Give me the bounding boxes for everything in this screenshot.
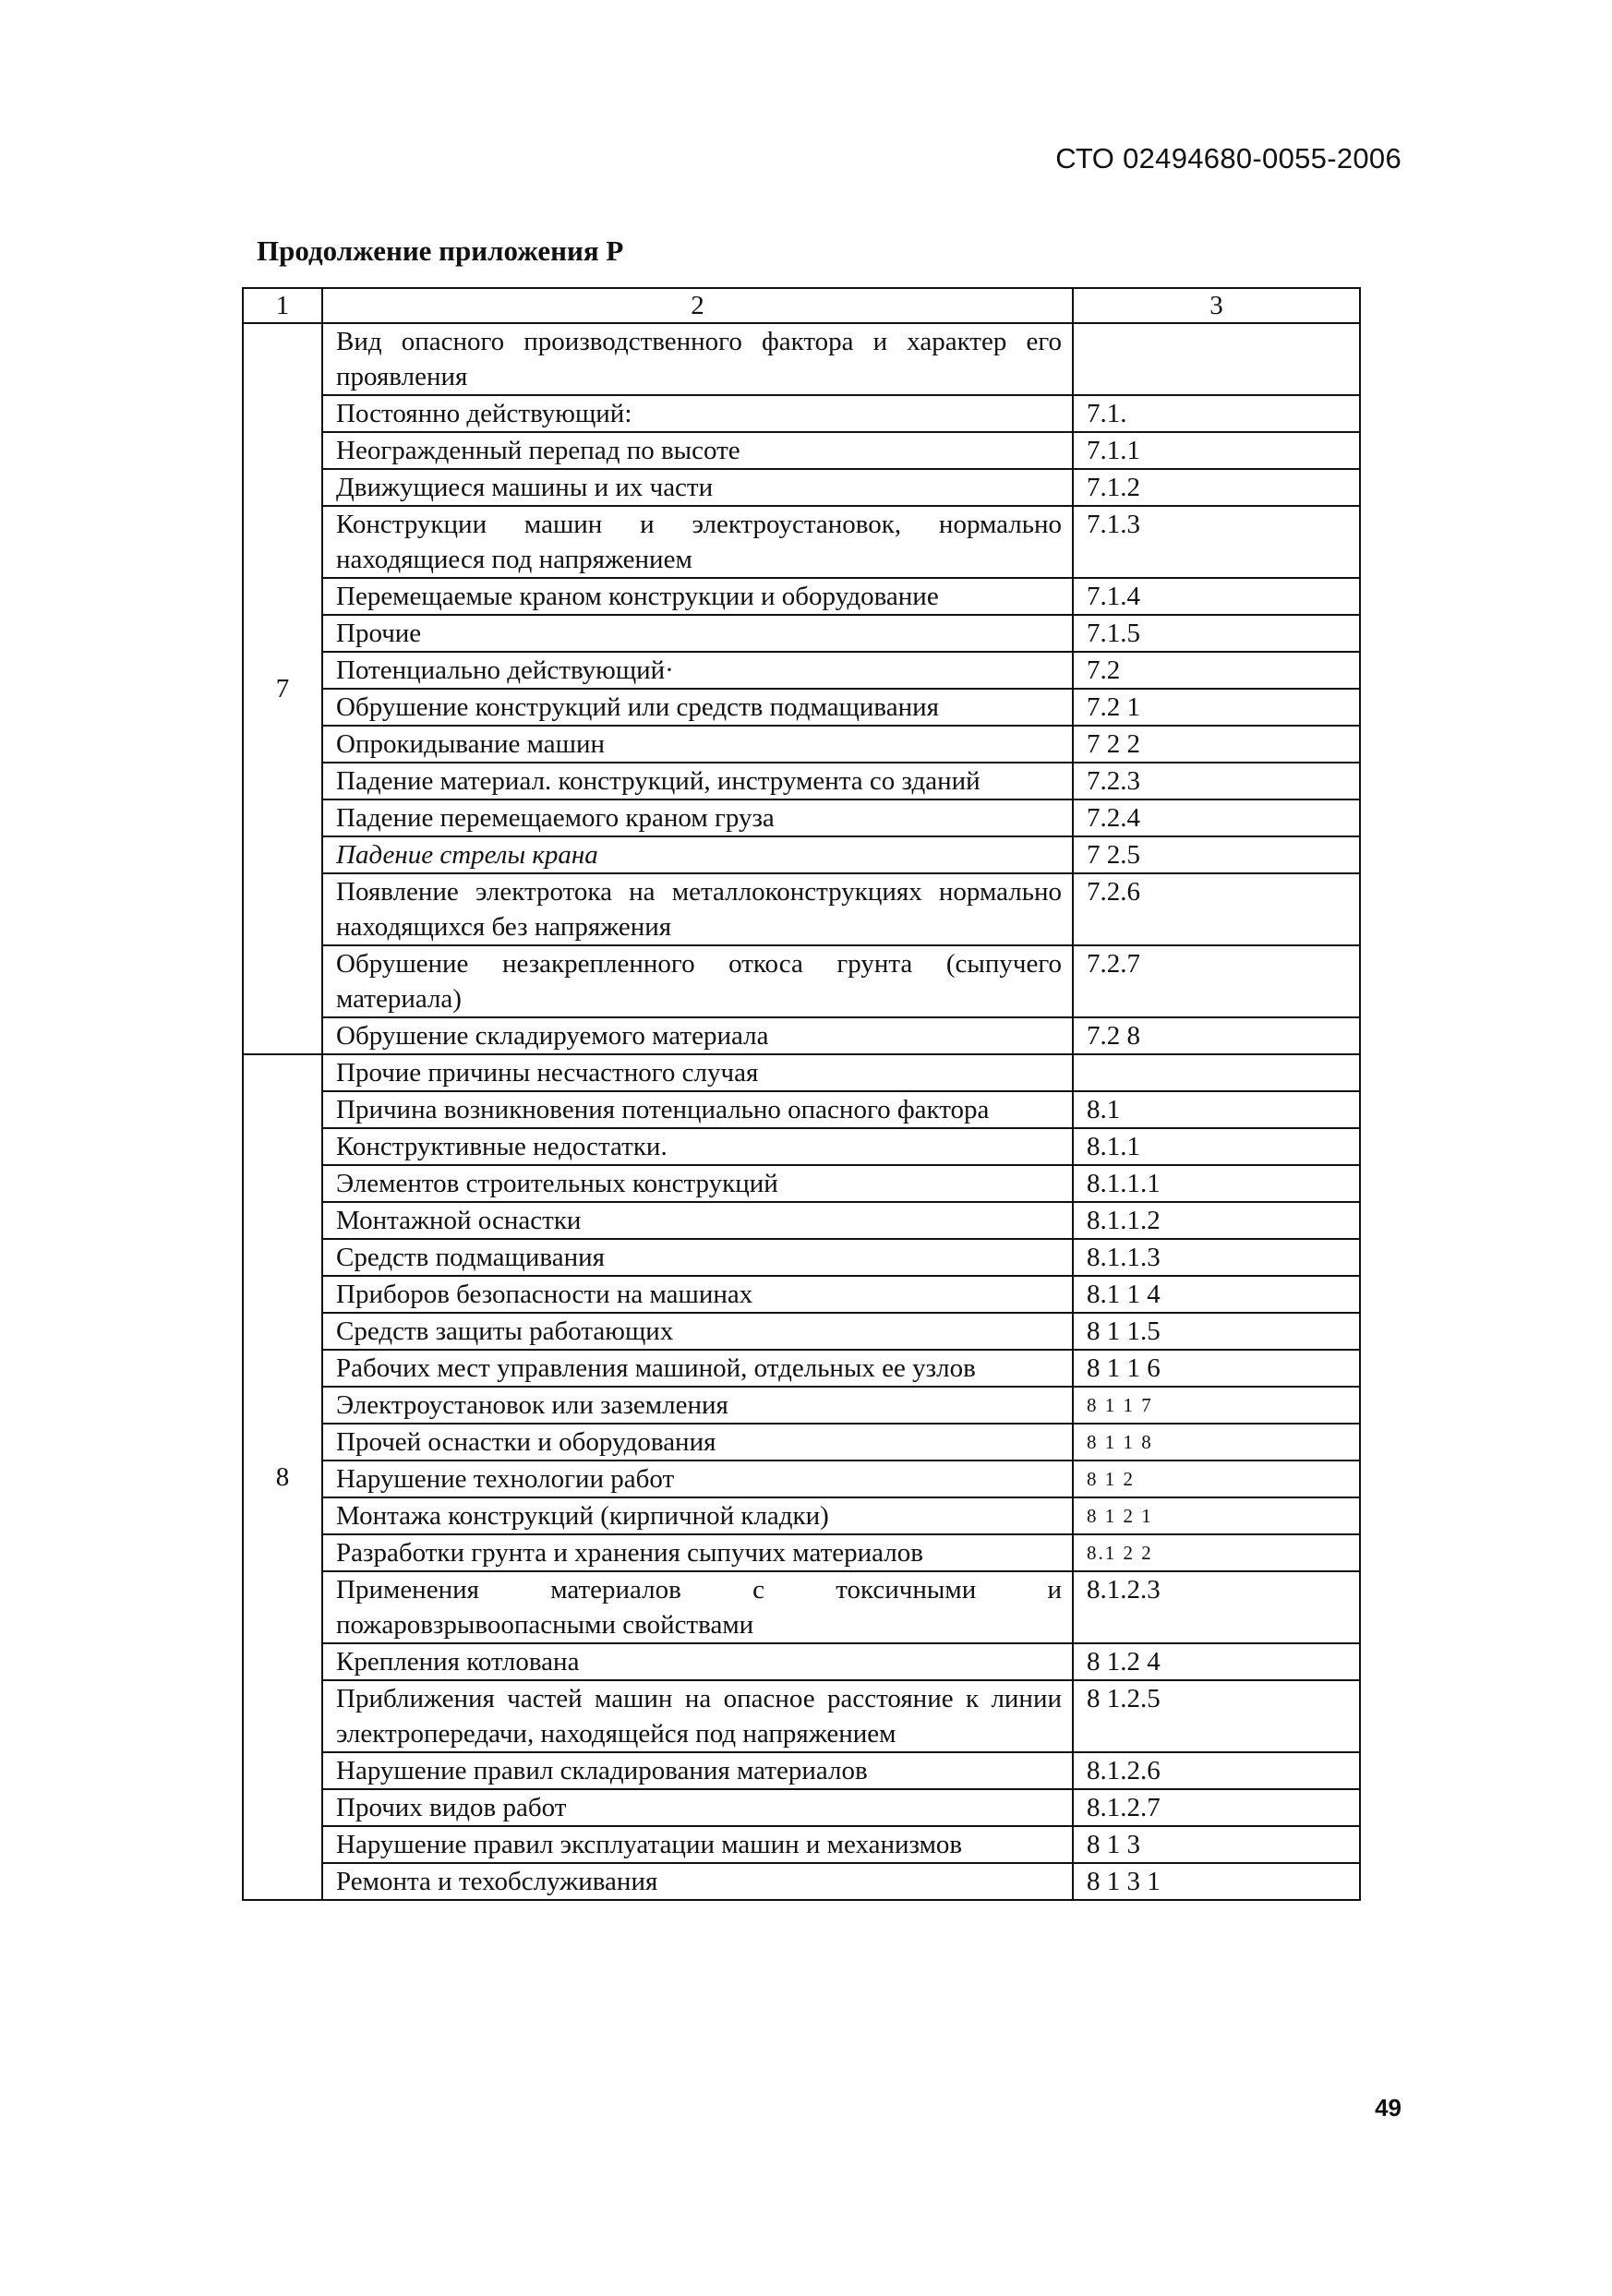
factor-code: 7.1. [1073, 395, 1360, 432]
table-row [243, 1680, 1360, 1752]
factor-code: 8 1.2 4 [1073, 1643, 1360, 1680]
factor-description: Электроустановок или заземления [322, 1387, 1073, 1424]
table-row [243, 689, 1360, 726]
document-code: СТО 02494680-0055-2006 [1055, 142, 1401, 174]
table-row [243, 1091, 1360, 1128]
factor-code: 7.2 1 [1073, 689, 1360, 726]
table-row [243, 1424, 1360, 1461]
factor-code: 8.1.1 [1073, 1128, 1360, 1165]
factor-description: Потенциально действующий· [322, 652, 1073, 689]
factor-code: 7.1.5 [1073, 615, 1360, 652]
factor-code: 8 1 1 6 [1073, 1350, 1360, 1387]
factor-description: Появление электротока на металлоконструкциях нормально находящихся без напряжения [322, 873, 1073, 945]
table-row [243, 1571, 1360, 1643]
table-row [243, 1752, 1360, 1789]
table-row [243, 1313, 1360, 1350]
factor-code: 7.1.2 [1073, 469, 1360, 506]
factor-code: 8 1 1 7 [1073, 1387, 1360, 1424]
factor-description: Неогражденный перепад по высоте [322, 432, 1073, 469]
factor-code: 8.1 [1073, 1091, 1360, 1128]
factor-code [1073, 1054, 1360, 1091]
factor-description: Монтажной оснастки [322, 1202, 1073, 1239]
appendix-table [242, 287, 1361, 1901]
table-row [243, 395, 1360, 432]
factor-description: Обрушение складируемого материала [322, 1017, 1073, 1054]
factor-description: Средств защиты работающих [322, 1313, 1073, 1350]
table-row [243, 1165, 1360, 1202]
factor-description: Разработки грунта и хранения сыпучих материалов [322, 1534, 1073, 1571]
page-number: 49 [1375, 2094, 1401, 2122]
factor-code: 8 1 2 1 [1073, 1497, 1360, 1534]
table-row [243, 615, 1360, 652]
factor-code: 8 1 3 [1073, 1826, 1360, 1863]
factor-description: Конструкции машин и электроустановок, нормально находящиеся под напряжением [322, 506, 1073, 578]
table-row [243, 836, 1360, 873]
factor-code: 8.1.1.2 [1073, 1202, 1360, 1239]
factor-code: 8 1 1.5 [1073, 1313, 1360, 1350]
factor-description: Обрушение незакрепленного откоса грунта (сыпучего материала) [322, 945, 1073, 1017]
table-row [243, 1017, 1360, 1054]
factor-code: 8.1 1 4 [1073, 1276, 1360, 1313]
group-number: 8 [243, 1054, 322, 1900]
factor-description: Прочие причины несчастного случая [322, 1054, 1073, 1091]
factor-description: Движущиеся машины и их части [322, 469, 1073, 506]
factor-code: 7.1.1 [1073, 432, 1360, 469]
factor-code: 7.1.4 [1073, 578, 1360, 615]
table-row [243, 799, 1360, 836]
factor-code: 7.2.7 [1073, 945, 1360, 1017]
factor-description: Перемещаемые краном конструкции и оборудование [322, 578, 1073, 615]
column-header: 3 [1073, 288, 1360, 323]
factor-code: 8.1.1.3 [1073, 1239, 1360, 1276]
factor-description: Монтажа конструкций (кирпичной кладки) [322, 1497, 1073, 1534]
table-row [243, 945, 1360, 1017]
factor-description: Приближения частей машин на опасное расстояние к линии электропередачи, находящейся под напряжением [322, 1680, 1073, 1752]
factor-description: Ремонта и техобслуживания [322, 1863, 1073, 1900]
factor-code: 7.2.6 [1073, 873, 1360, 945]
table-header-row [243, 288, 1360, 323]
factor-description: Вид опасного производственного фактора и характер его проявления [322, 323, 1073, 395]
factor-description: Падение перемещаемого краном груза [322, 799, 1073, 836]
table-row [243, 1128, 1360, 1165]
factor-code: 7.1.3 [1073, 506, 1360, 578]
factor-code: 8.1.2.6 [1073, 1752, 1360, 1789]
table-row [243, 1054, 1360, 1091]
column-header: 1 [243, 288, 322, 323]
factor-description: Крепления котлована [322, 1643, 1073, 1680]
table-row [243, 469, 1360, 506]
table-row [243, 1350, 1360, 1387]
factor-description: Нарушение правил эксплуатации машин и механизмов [322, 1826, 1073, 1863]
factor-code: 7.2.3 [1073, 763, 1360, 799]
factor-description: Падение материал. конструкций, инструмента со зданий [322, 763, 1073, 799]
table-row [243, 652, 1360, 689]
table-row [243, 578, 1360, 615]
factor-description: Падение стрелы крана [322, 836, 1073, 873]
factor-description: Опрокидывание машин [322, 726, 1073, 763]
factor-code: 7.2 8 [1073, 1017, 1360, 1054]
factor-description: Обрушение конструкций или средств подмащивания [322, 689, 1073, 726]
factor-description: Прочей оснастки и оборудования [322, 1424, 1073, 1461]
group-number: 7 [243, 323, 322, 1054]
table-row [243, 873, 1360, 945]
factor-description: Прочих видов работ [322, 1789, 1073, 1826]
factor-code: 8 1 2 [1073, 1461, 1360, 1497]
factor-code: 7 2.5 [1073, 836, 1360, 873]
column-header: 2 [322, 288, 1073, 323]
factor-code: 7 2 2 [1073, 726, 1360, 763]
factor-code: 7.2 [1073, 652, 1360, 689]
factor-description: Прочие [322, 615, 1073, 652]
factor-code: 8 1 3 1 [1073, 1863, 1360, 1900]
table-row [243, 1643, 1360, 1680]
table-row [243, 506, 1360, 578]
table-row [243, 323, 1360, 395]
factor-description: Рабочих мест управления машиной, отдельных ее узлов [322, 1350, 1073, 1387]
factor-description: Постоянно действующий: [322, 395, 1073, 432]
table-row [243, 1863, 1360, 1900]
factor-description: Причина возникновения потенциально опасного фактора [322, 1091, 1073, 1128]
table-row [243, 1497, 1360, 1534]
factor-code: 8 1 1 8 [1073, 1424, 1360, 1461]
table-row [243, 726, 1360, 763]
factor-code: 8.1.2.3 [1073, 1571, 1360, 1643]
factor-description: Применения материалов с токсичными и пожаровзрывоопасными свойствами [322, 1571, 1073, 1643]
factor-code: 8.1 2 2 [1073, 1534, 1360, 1571]
factor-code [1073, 323, 1360, 395]
table-row [243, 763, 1360, 799]
table-row [243, 432, 1360, 469]
section-title: Продолжение приложения Р [257, 234, 624, 267]
table-row [243, 1202, 1360, 1239]
table-row [243, 1789, 1360, 1826]
factor-code: 7.2.4 [1073, 799, 1360, 836]
factor-code: 8 1.2.5 [1073, 1680, 1360, 1752]
factor-description: Элементов строительных конструкций [322, 1165, 1073, 1202]
factor-code: 8.1.2.7 [1073, 1789, 1360, 1826]
table-row [243, 1826, 1360, 1863]
table-row [243, 1534, 1360, 1571]
factor-description: Приборов безопасности на машинах [322, 1276, 1073, 1313]
table-row [243, 1276, 1360, 1313]
table-row [243, 1387, 1360, 1424]
factor-description: Конструктивные недостатки. [322, 1128, 1073, 1165]
table-row [243, 1461, 1360, 1497]
factor-description: Средств подмащивания [322, 1239, 1073, 1276]
table-row [243, 1239, 1360, 1276]
factor-description: Нарушение правил складирования материалов [322, 1752, 1073, 1789]
factor-code: 8.1.1.1 [1073, 1165, 1360, 1202]
factor-description: Нарушение технологии работ [322, 1461, 1073, 1497]
